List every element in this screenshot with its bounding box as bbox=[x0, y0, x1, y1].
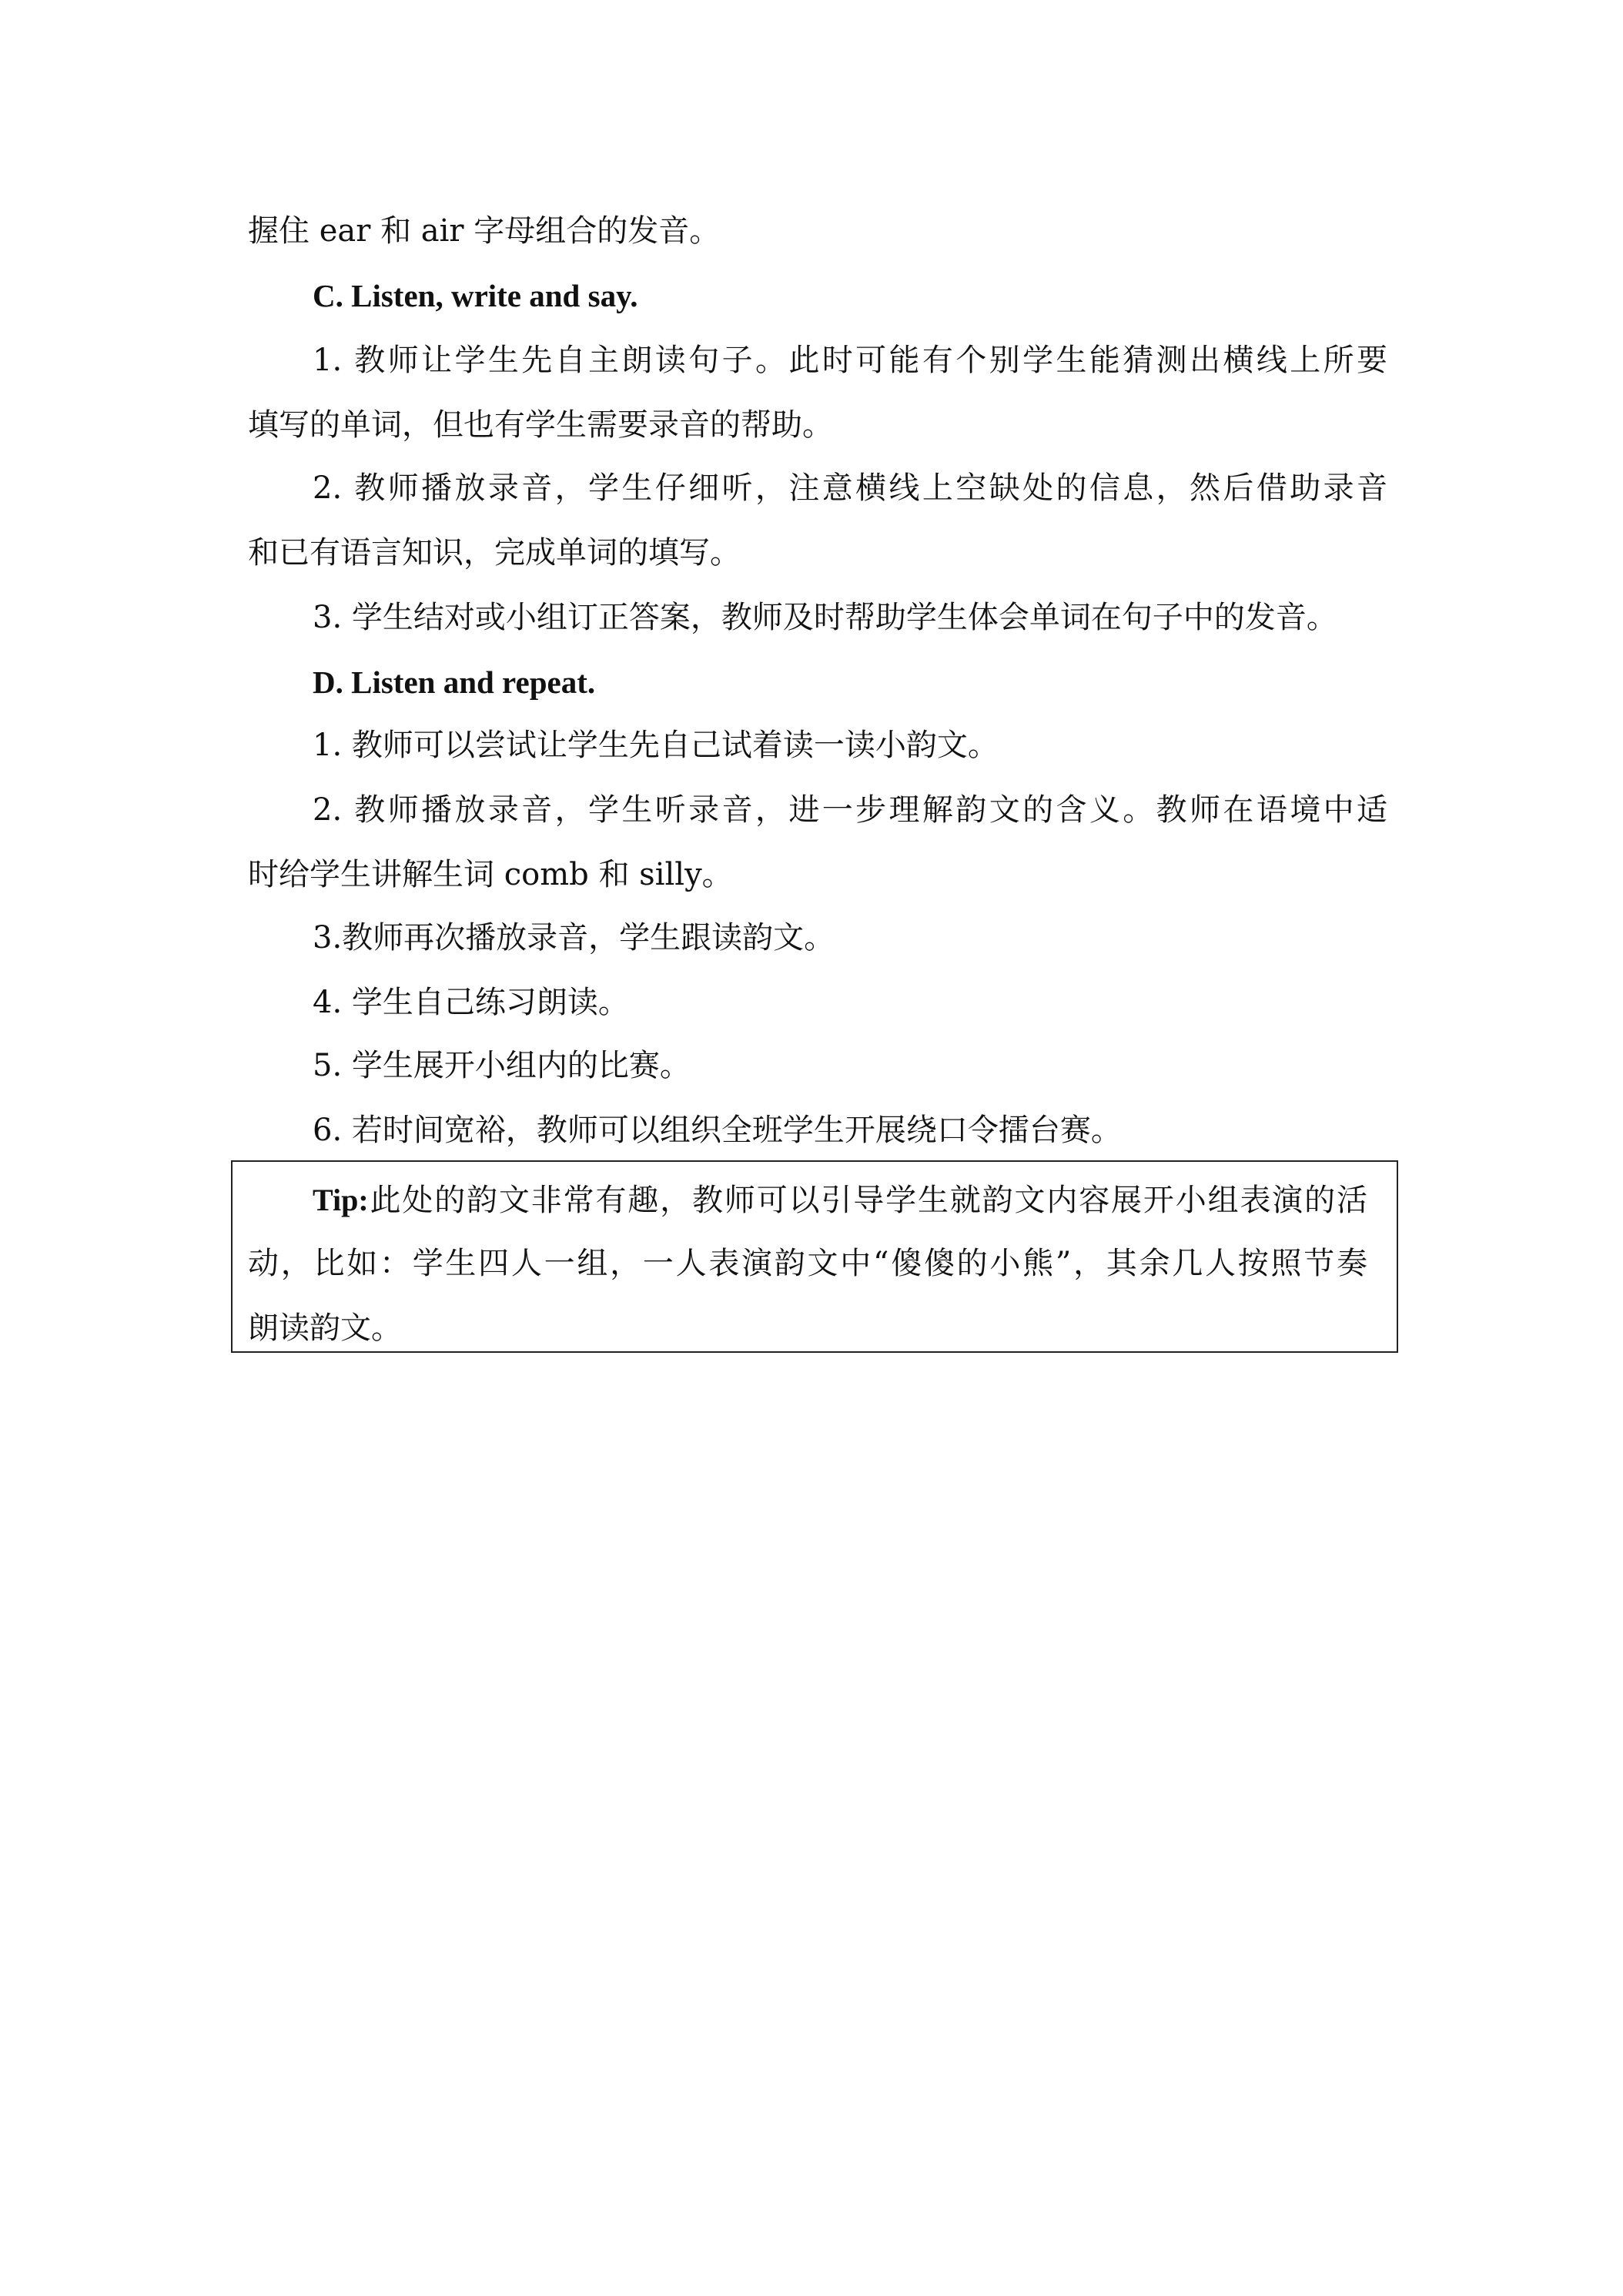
step-c1-line1: 1. 教师让学生先自主朗读句子。此时可能有个别学生能猜测出横线上所要 bbox=[313, 343, 1387, 378]
section-heading-c: C. Listen, write and say. bbox=[313, 278, 638, 313]
step-d2-line2: 时给学生讲解生词 comb 和 silly。 bbox=[248, 857, 733, 892]
step-d2-line1: 2. 教师播放录音，学生听录音，进一步理解韵文的含义。教师在语境中适 bbox=[313, 792, 1387, 828]
paragraph-continuation: 握住 ear 和 air 字母组合的发音。 bbox=[248, 213, 721, 249]
tip-line1 bbox=[313, 1179, 1367, 1222]
step-c2-line1: 2. 教师播放录音，学生仔细听，注意横线上空缺处的信息，然后借助录音 bbox=[313, 470, 1387, 506]
tip-text-line3: 朗读韵文。 bbox=[248, 1310, 402, 1346]
step-d3: 3.教师再次播放录音，学生跟读韵文。 bbox=[313, 920, 835, 956]
section-heading-d: D. Listen and repeat. bbox=[313, 664, 596, 700]
tip-text-line2: 动，比如：学生四人一组，一人表演韵文中“傻傻的小熊”，其余几人按照节奏 bbox=[248, 1246, 1367, 1281]
step-d1: 1. 教师可以尝试让学生先自己试着读一读小韵文。 bbox=[313, 728, 999, 763]
step-d5: 5. 学生展开小组内的比赛。 bbox=[313, 1048, 691, 1083]
step-c3: 3. 学生结对或小组订正答案，教师及时帮助学生体会单词在句子中的发音。 bbox=[313, 600, 1337, 635]
tip-text-line1: 此处的韵文非常有趣，教师可以引导学生就韵文内容展开小组表演的活 bbox=[368, 1183, 1367, 1218]
step-c1-line2: 填写的单词，但也有学生需要录音的帮助。 bbox=[248, 407, 833, 443]
tip-box bbox=[231, 1160, 1398, 1353]
step-d4: 4. 学生自己练习朗读。 bbox=[313, 985, 629, 1020]
step-c2-line2: 和已有语言知识，完成单词的填写。 bbox=[248, 535, 741, 571]
tip-label: Tip: bbox=[313, 1183, 369, 1217]
step-d6: 6. 若时间宽裕，教师可以组织全班学生开展绕口令擂台赛。 bbox=[313, 1113, 1122, 1148]
